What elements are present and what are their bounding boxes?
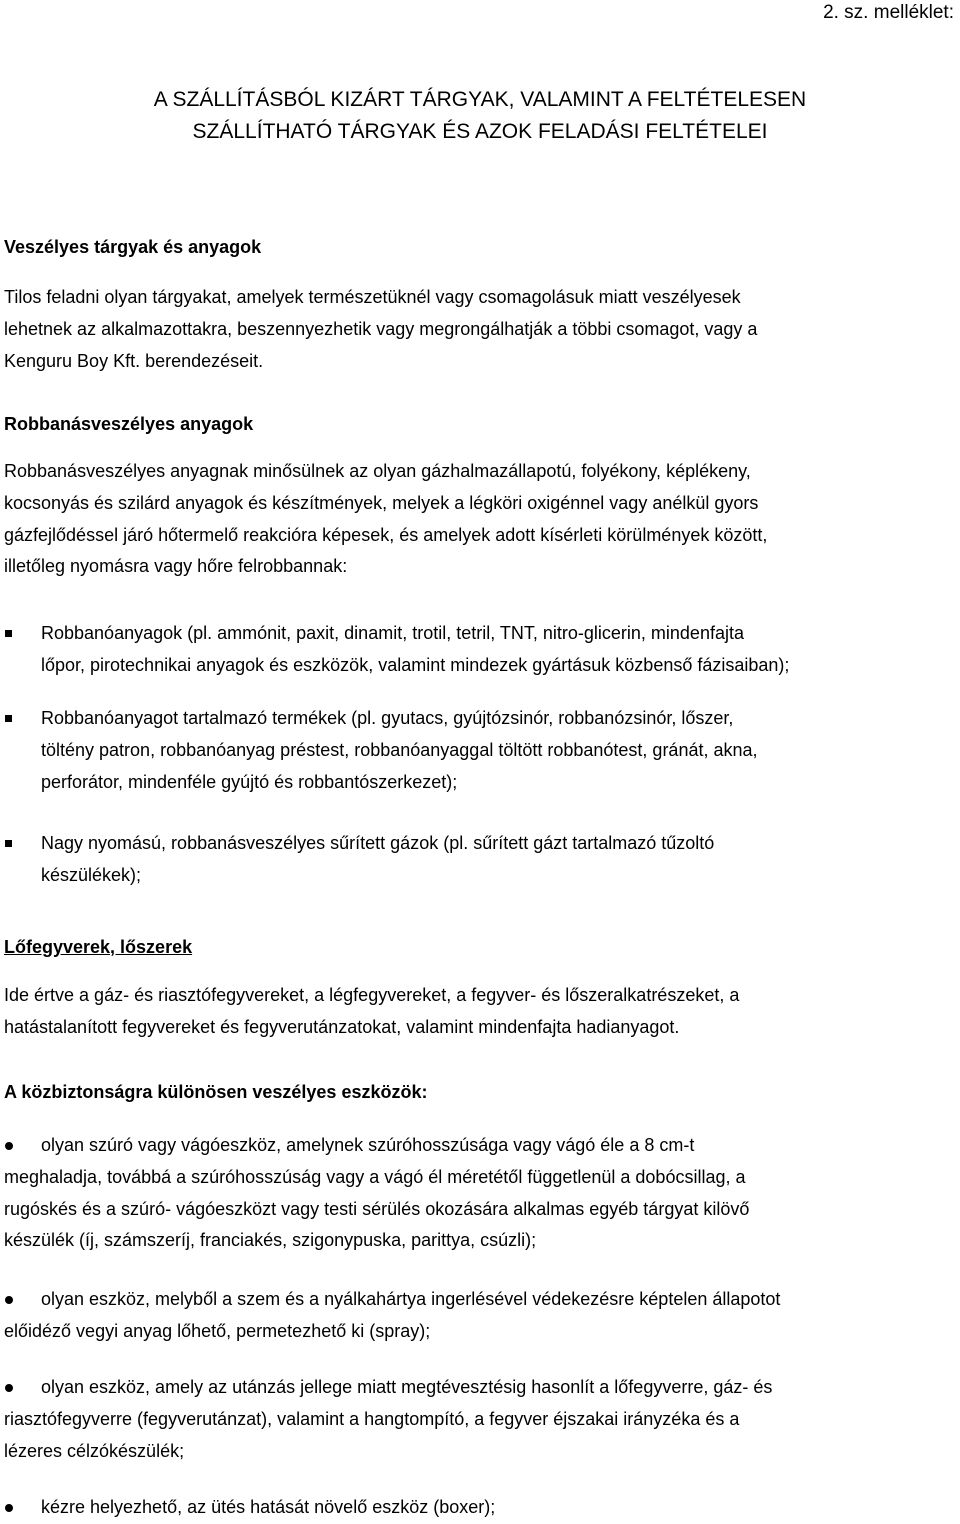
text-line: Robbanóanyagok (pl. ammónit, paxit, dinamit, trotil, tetril, TNT, nitro-glicerin, mindenfajta (41, 623, 744, 643)
list-item (4, 828, 958, 892)
text-line: hatástalanított fegyvereket és fegyverutánzatokat, valamint mindenfajta hadianyagot. (4, 1016, 680, 1037)
round-bullet-icon (5, 1296, 13, 1304)
text-line: perforátor, mindenféle gyújtó és robbantószerkezet); (41, 771, 458, 792)
square-bullet-icon (5, 840, 12, 847)
paragraph-explosive (4, 456, 958, 583)
section-heading-explosive: Robbanásveszélyes anyagok (4, 414, 254, 434)
section-heading-firearms: Lőfegyverek, lőszerek (4, 937, 193, 957)
text-line: Robbanásveszélyes anyagnak minősülnek az olyan gázhalmazállapotú, folyékony, képlékeny, (4, 461, 751, 481)
title-line-2: SZÁLLÍTHATÓ TÁRGYAK ÉS AZOK FELADÁSI FELTÉTELEI (192, 120, 768, 143)
document-title (0, 84, 960, 148)
text-line: olyan szúró vagy vágóeszköz, amelynek szúróhosszúsága vagy vágó éle a 8 cm-t (41, 1135, 695, 1155)
section-heading-public-safety: A közbiztonságra különösen veszélyes eszközök: (4, 1082, 428, 1102)
paragraph-firearms (4, 980, 958, 1044)
text-line: kocsonyás és szilárd anyagok és készítmények, melyek a légköri oxigénnel vagy anélkül gyors (4, 492, 759, 513)
text-line: Kenguru Boy Kft. berendezéseit. (4, 350, 264, 371)
text-line: Ide értve a gáz- és riasztófegyvereket, a légfegyvereket, a fegyver- és lőszeralkatrészeket, a (4, 985, 740, 1005)
title-line-1: A SZÁLLÍTÁSBÓL KIZÁRT TÁRGYAK, VALAMINT A FELTÉTELESEN (153, 88, 807, 111)
text-line: kézre helyezhető, az ütés hatását növelő eszköz (boxer); (41, 1497, 496, 1517)
section-heading-dangerous: Veszélyes tárgyak és anyagok (4, 237, 262, 257)
text-line: gázfejlődéssel járó hőtermelő reakcióra képesek, és amelyek adott kísérleti körülmények között, (4, 524, 768, 545)
list-item (4, 1372, 958, 1467)
list-item (4, 618, 958, 682)
text-line: készülékek); (41, 864, 142, 885)
text-line: illetőleg nyomásra vagy hőre felrobbannak: (4, 556, 348, 577)
round-bullet-icon (5, 1142, 13, 1150)
text-line: Robbanóanyagot tartalmazó termékek (pl. gyutacs, gyújtózsinór, robbanózsinór, lőszer, (41, 708, 734, 728)
text-line: lehetnek az alkalmazottakra, beszennyezhetik vagy megrongálhatják a többi csomagot, vagy a (4, 318, 758, 339)
list-item (4, 703, 958, 798)
square-bullet-icon (5, 630, 12, 637)
text-line: Tilos feladni olyan tárgyakat, amelyek természetüknél vagy csomagolásuk miatt veszélyesek (4, 287, 741, 307)
text-line: riasztófegyverre (fegyverutánzat), valamint a hangtompító, a fegyver éjszakai irányzéka és a (4, 1408, 740, 1429)
text-line: meghaladja, továbbá a szúróhosszúság vagy a vágó él méretétől függetlenül a dobócsillag, a (4, 1166, 746, 1187)
round-bullet-icon (5, 1504, 13, 1512)
text-line: töltény patron, robbanóanyag préstest, robbanóanyaggal töltött robbanótest, gránát, akna, (41, 739, 758, 760)
list-item (4, 1130, 958, 1257)
annex-label: 2. sz. melléklet: (823, 2, 954, 23)
text-line: rugóskés és a szúró- vágóeszközt vagy testi sérülés okozására alkalmas egyéb tárgyat kilövő (4, 1198, 750, 1219)
text-line: készülék (íj, számszeríj, franciakés, szigonypuska, parittya, csúzli); (4, 1230, 537, 1251)
list-item (4, 1492, 958, 1524)
square-bullet-icon (5, 715, 12, 722)
text-line: lőpor, pirotechnikai anyagok és eszközök, valamint mindezek gyártásuk közbenső fázisaiban); (41, 654, 790, 675)
text-line: olyan eszköz, amely az utánzás jellege miatt megtévesztésig hasonlít a lőfegyverre, gáz- és (41, 1377, 773, 1397)
list-item (4, 1284, 958, 1348)
paragraph-dangerous (4, 282, 958, 377)
text-line: előidéző vegyi anyag lőhető, permetezhető ki (spray); (4, 1320, 431, 1341)
round-bullet-icon (5, 1384, 13, 1392)
text-line: Nagy nyomású, robbanásveszélyes sűrített gázok (pl. sűrített gázt tartalmazó tűzoltó (41, 833, 715, 853)
text-line: lézeres célzókészülék; (4, 1440, 185, 1461)
text-line: olyan eszköz, melyből a szem és a nyálkahártya ingerlésével védekezésre képtelen állapotot (41, 1289, 781, 1309)
